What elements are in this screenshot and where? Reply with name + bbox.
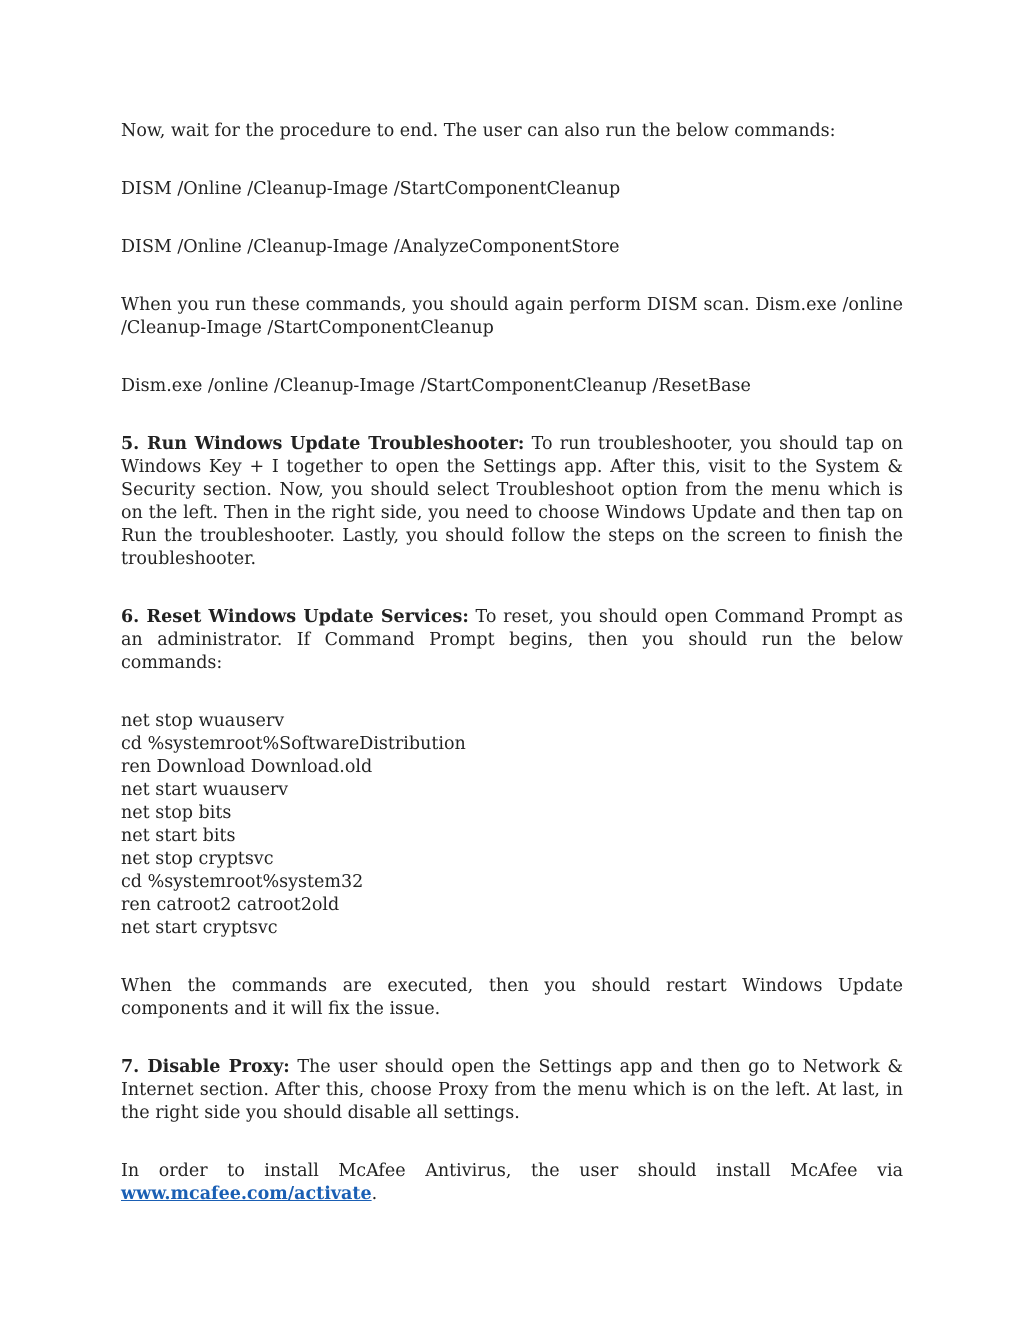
step-7-paragraph <box>121 1056 903 1125</box>
step-6-text: To reset, you should open Command Prompt as an administrator. If Command Prompt begins, then you should run the below commands: <box>121 607 903 673</box>
intro-paragraph: Now, wait for the procedure to end. The user can also run the below commands: <box>121 121 836 141</box>
closing-text: In order to install McAfee Antivirus, the user should install McAfee via <box>121 1161 903 1181</box>
command-line: ren Download Download.old <box>121 757 373 777</box>
command-startcomponentcleanup: DISM /Online /Cleanup-Image /StartComponentCleanup <box>121 179 621 199</box>
step-6-paragraph <box>121 606 903 675</box>
document-page <box>121 120 903 1241</box>
closing-period: . <box>371 1184 378 1204</box>
command-line: net stop cryptsvc <box>121 849 274 869</box>
command-line: ren catroot2 catroot2old <box>121 895 340 915</box>
step-5-text: To run troubleshooter, you should tap on Windows Key + I together to open the Settings app. After this, visit to the System & Security section. Now, you should select Troubleshoot option from the menu which is on the left. Then in the right side, you need to choose Windows Update and then tap on Run the troubleshooter. Lastly, you should follow the steps on the screen to finish the troubleshooter. <box>121 434 903 569</box>
mcafee-activate-link[interactable]: www.mcafee.com/activate <box>121 1184 372 1204</box>
closing-paragraph <box>121 1160 903 1206</box>
command-resetbase: Dism.exe /online /Cleanup-Image /StartComponentCleanup /ResetBase <box>121 376 751 396</box>
command-analyzecomponentstore: DISM /Online /Cleanup-Image /AnalyzeComponentStore <box>121 237 620 257</box>
step-7-text: The user should open the Settings app and then go to Network & Internet section. After this, choose Proxy from the menu which is on the left. At last, in the right side you should disable all settings. <box>121 1057 903 1123</box>
command-line: net start cryptsvc <box>121 918 278 938</box>
command-line: cd %systemroot%SoftwareDistribution <box>121 734 466 754</box>
step-5-paragraph <box>121 433 903 571</box>
command-line: net start wuauserv <box>121 780 289 800</box>
reset-commands-list <box>121 710 903 940</box>
command-line: cd %systemroot%system32 <box>121 872 364 892</box>
after-reset-paragraph: When the commands are executed, then you should restart Windows Update components and it will fix the issue. <box>121 976 903 1019</box>
dism-scan-paragraph: When you run these commands, you should again perform DISM scan. Dism.exe /online /Cleanup-Image /StartComponentCleanup <box>121 295 903 338</box>
step-6-heading: 6. Reset Windows Update Services: <box>121 607 469 627</box>
step-5-heading: 5. Run Windows Update Troubleshooter: <box>121 434 525 454</box>
command-line: net start bits <box>121 826 236 846</box>
command-line: net stop wuauserv <box>121 711 285 731</box>
step-7-heading: 7. Disable Proxy: <box>121 1057 290 1077</box>
command-line: net stop bits <box>121 803 232 823</box>
